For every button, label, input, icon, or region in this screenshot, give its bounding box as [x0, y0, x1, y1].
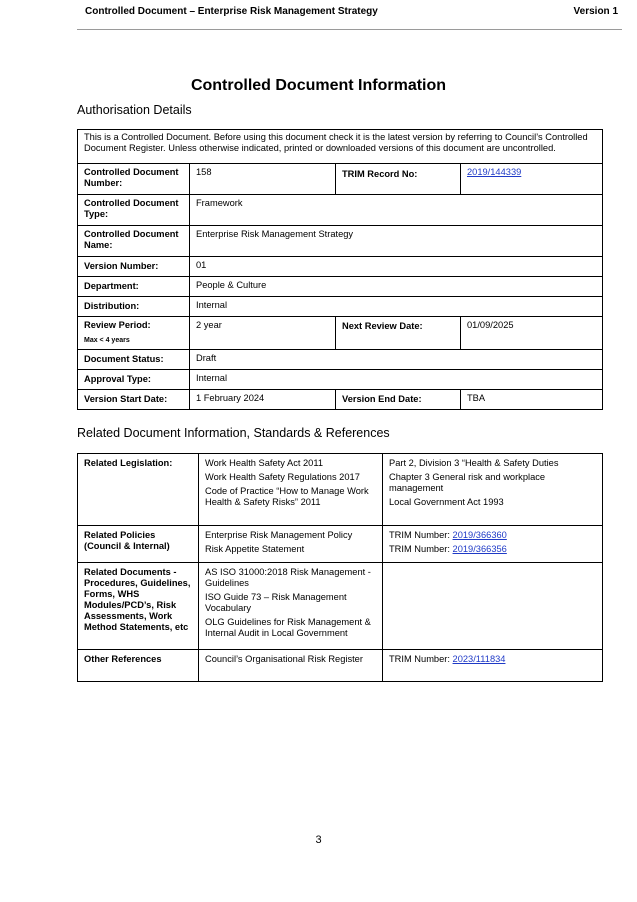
table-row [78, 277, 603, 297]
table-row [78, 563, 603, 650]
policy-trim-number [389, 544, 597, 555]
table-row [78, 226, 603, 257]
controlled-document-notice: This is a Controlled Document. Before using this document check it is the latest version by referring to Council’s Controlled Document Register. Unless otherwise indicated, printed or downloaded versions of this document are uncontrolled. [78, 130, 603, 164]
other-trim-link[interactable]: 2023/111834 [452, 654, 506, 664]
distribution-value: Internal [190, 297, 603, 317]
legislation-item: Code of Practice “How to Manage Work Health & Safety Risks” 2011 [205, 486, 369, 507]
department-value: People & Culture [190, 277, 603, 297]
next-review-label: Next Review Date: [336, 317, 461, 350]
next-review-value: 01/09/2025 [461, 317, 603, 350]
table-row [78, 297, 603, 317]
review-period-label: Review Period: [84, 320, 151, 330]
related-heading: Related Document Information, Standards & References [77, 426, 390, 440]
header-version: Version 1 [573, 6, 618, 17]
version-start-label: Version Start Date: [78, 390, 190, 410]
version-number-label: Version Number: [78, 257, 190, 277]
policies-trim-numbers [383, 526, 603, 563]
doc-number-value: 158 [190, 164, 336, 195]
related-document-item: AS ISO 31000:2018 Risk Management - Guidelines [205, 567, 371, 588]
table-row [78, 317, 603, 350]
related-documents-items [199, 563, 383, 650]
legislation-label: Related Legislation: [78, 454, 199, 526]
review-period-value: 2 year [190, 317, 336, 350]
page-number: 3 [315, 834, 322, 846]
version-number-value: 01 [190, 257, 603, 277]
policy-trim-link[interactable]: 2019/366360 [452, 530, 507, 540]
review-period-cell [78, 317, 190, 350]
legislation-reference: Local Government Act 1993 [389, 497, 504, 507]
table-row [78, 650, 603, 682]
policy-item: Risk Appetite Statement [205, 544, 305, 554]
header-divider [77, 29, 622, 30]
legislation-reference: Chapter 3 General risk and workplace management [389, 472, 546, 493]
review-period-max: Max < 4 years [84, 337, 130, 344]
policy-item: Enterprise Risk Management Policy [205, 530, 353, 540]
related-documents-empty-cell [383, 563, 603, 650]
document-status-label: Document Status: [78, 350, 190, 370]
approval-type-label: Approval Type: [78, 370, 190, 390]
trim-number-prefix: TRIM Number: [389, 654, 453, 664]
table-row [78, 195, 603, 226]
policies-label: Related Policies (Council & Internal) [78, 526, 199, 563]
table-row [78, 257, 603, 277]
doc-type-label: Controlled Document Type: [78, 195, 190, 226]
policies-items [199, 526, 383, 563]
table-row [78, 454, 603, 526]
notice-row [78, 130, 603, 164]
trim-number-prefix: TRIM Number: [389, 544, 453, 554]
distribution-label: Distribution: [78, 297, 190, 317]
related-document-item: ISO Guide 73 – Risk Management Vocabulary [205, 592, 347, 613]
version-end-label: Version End Date: [336, 390, 461, 410]
doc-name-value: Enterprise Risk Management Strategy [190, 226, 603, 257]
document-status-value: Draft [190, 350, 603, 370]
table-row [78, 390, 603, 410]
doc-number-label: Controlled Document Number: [78, 164, 190, 195]
table-row [78, 350, 603, 370]
trim-number-prefix: TRIM Number: [389, 530, 453, 540]
department-label: Department: [78, 277, 190, 297]
other-references-trim [383, 650, 603, 682]
policy-trim-number [389, 530, 597, 541]
version-end-value: TBA [461, 390, 603, 410]
other-references-label: Other References [78, 650, 199, 682]
header-document-title: Controlled Document – Enterprise Risk Management Strategy [85, 6, 378, 17]
trim-record-cell [461, 164, 603, 195]
policy-trim-link[interactable]: 2019/366356 [452, 544, 507, 554]
legislation-item: Work Health Safety Act 2011 [205, 458, 323, 468]
page-title: Controlled Document Information [190, 77, 447, 94]
trim-record-label: TRIM Record No: [336, 164, 461, 195]
legislation-item: Work Health Safety Regulations 2017 [205, 472, 360, 482]
doc-type-value: Framework [190, 195, 603, 226]
version-start-value: 1 February 2024 [190, 390, 336, 410]
legislation-references [383, 454, 603, 526]
authorisation-heading: Authorisation Details [77, 103, 192, 117]
related-document-item: OLG Guidelines for Risk Management & Internal Audit in Local Government [205, 617, 371, 638]
table-row [78, 164, 603, 195]
doc-name-label: Controlled Document Name: [78, 226, 190, 257]
related-documents-table [77, 453, 603, 682]
table-row [78, 370, 603, 390]
table-row [78, 526, 603, 563]
page-header [77, 6, 622, 24]
other-references-item: Council’s Organisational Risk Register [199, 650, 383, 682]
legislation-reference: Part 2, Division 3 “Health & Safety Duties [389, 458, 559, 468]
legislation-items [199, 454, 383, 526]
related-documents-label: Related Documents - Procedures, Guidelines, Forms, WHS Modules/PCD’s, Risk Assessments, Work Method Statements, etc [78, 563, 199, 650]
trim-record-link[interactable]: 2019/144339 [467, 167, 522, 177]
approval-type-value: Internal [190, 370, 603, 390]
authorisation-table [77, 129, 603, 410]
